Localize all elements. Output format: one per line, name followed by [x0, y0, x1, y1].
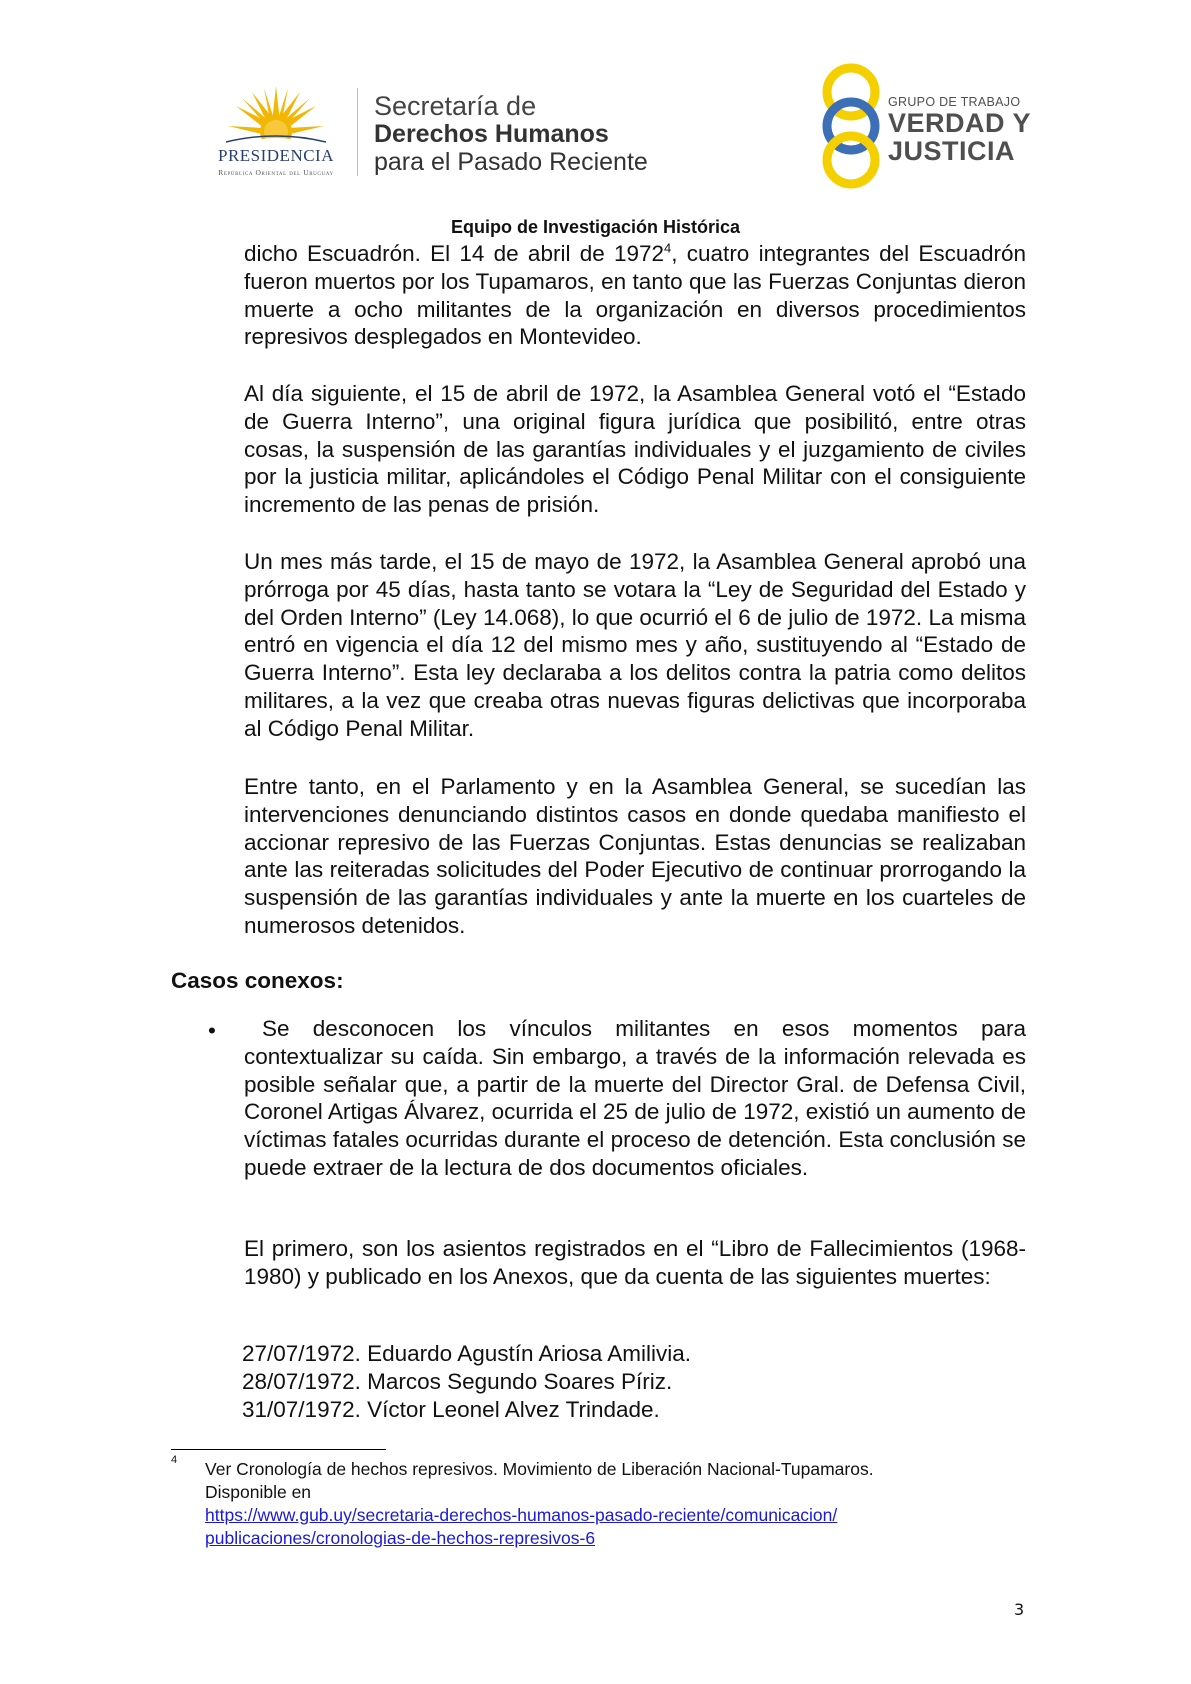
sun-icon [196, 82, 356, 152]
deaths-list [242, 1340, 691, 1424]
footnote-divider [171, 1449, 386, 1450]
footnote-line-2: Disponible en [205, 1482, 312, 1502]
casos-conexos-heading: Casos conexos: [171, 968, 344, 993]
grupo-line-3: JUSTICIA [888, 136, 1016, 166]
footnote-ref: 4 [664, 240, 672, 256]
list-item: 31/07/1972. Víctor Leonel Alvez Trindade. [242, 1397, 660, 1422]
bullet-paragraph: Se desconocen los vínculos militantes en esos momentos para contextualizar su caída. Sin embargo, a través de la información relevada es posible señalar que, a partir de la muerte del Director Gral. de Defensa Civil, Coronel Artigas Álvarez, ocurrida el 25 de julio de 1972, existió un aumento de víctimas fatales ocurridas durante el proceso de detención. Esta conclusión se puede extraer de la lectura de dos documentos oficiales. [244, 1016, 1026, 1180]
footnote-line-1: Ver Cronología de hechos represivos. Movimiento de Liberación Nacional-Tupamaros. [205, 1459, 874, 1479]
secretaria-line-2: Derechos Humanos [374, 120, 609, 148]
grupo-line-2: VERDAD Y [888, 108, 1032, 138]
footnote-link-line-1[interactable]: https://www.gub.uy/secretaria-derechos-humanos-pasado-reciente/comunicacion/ [205, 1505, 838, 1525]
presidencia-logo [196, 82, 356, 182]
footnote-link-line-2[interactable]: publicaciones/cronologias-de-hechos-represivos-6 [205, 1528, 596, 1548]
paragraph-4: Entre tanto, en el Parlamento y en la Asamblea General, se sucedían las intervenciones denunciando distintos casos en donde quedaba manifiesto el accionar represivo de las Fuerzas Conjuntas. Estas denuncias se realizaban ante las reiteradas solicitudes del Poder Ejecutivo de continuar prorrogando la suspensión de las garantías individuales y ante la muerte en los cuarteles de numerosos detenidos. [244, 774, 1026, 938]
secretaria-name [374, 92, 648, 176]
list-item: 27/07/1972. Eduardo Agustín Ariosa Amilivia. [242, 1341, 692, 1366]
presidencia-title: PRESIDENCIA [217, 146, 334, 165]
secretaria-line-3: para el Pasado Reciente [374, 148, 648, 176]
secretaria-line-1: Secretaría de [374, 91, 537, 121]
paragraph-1 [244, 240, 1026, 351]
paragraph-1-end: , cuatro integrantes del Escuadrón fueron muertos por los Tupamaros, en tanto que las Fuerzas Conjuntas dieron muerte a ocho militantes de la organización en diversos procedimientos represivos desplegados en Montevideo. [244, 241, 1026, 350]
bullet-dot: • [208, 1018, 216, 1043]
equipo-header: Equipo de Investigación Histórica [450, 217, 741, 237]
grupo-trabajo-text [888, 95, 1031, 165]
paragraph-5: El primero, son los asientos registrados en el “Libro de Fallecimientos (1968-1980) y publicado en los Anexos, que da cuenta de las siguientes muertes: [244, 1236, 1026, 1289]
footnote-text [205, 1458, 1035, 1550]
footnote-number: 4 [171, 1454, 178, 1466]
page-number: 3 [1014, 1600, 1025, 1619]
paragraph-2: Al día siguiente, el 15 de abril de 1972, la Asamblea General votó el “Estado de Guerra Interno”, una original figura jurídica que posibilitó, entre otras cosas, la suspensión de las garantías individuales y el juzgamiento de civiles por la justicia militar, aplicándoles el Código Penal Militar con el consiguiente incremento de las penas de prisión. [244, 381, 1026, 518]
paragraph-3: Un mes más tarde, el 15 de mayo de 1972, la Asamblea General aprobó una prórroga por 45 días, hasta tanto se votara la “Ley de Seguridad del Estado y del Orden Interno” (Ley 14.068), lo que ocurrió el 6 de julio de 1972. La misma entró en vigencia el día 12 del mismo mes y año, sustituyendo al “Estado de Guerra Interno”. Esta ley declaraba a los delitos contra la patria como delitos militares, a la vez que creaba otras nuevas figuras delictivas que incorporaba al Código Penal Militar. [244, 549, 1026, 741]
paragraph-1-start: dicho Escuadrón. El 14 de abril de 1972 [244, 241, 665, 266]
list-item: 28/07/1972. Marcos Segundo Soares Píriz. [242, 1369, 673, 1394]
header-divider [357, 88, 358, 176]
presidencia-subtitle: República Oriental del Uruguay [218, 168, 334, 177]
grupo-line-1: GRUPO DE TRABAJO [888, 95, 1021, 109]
